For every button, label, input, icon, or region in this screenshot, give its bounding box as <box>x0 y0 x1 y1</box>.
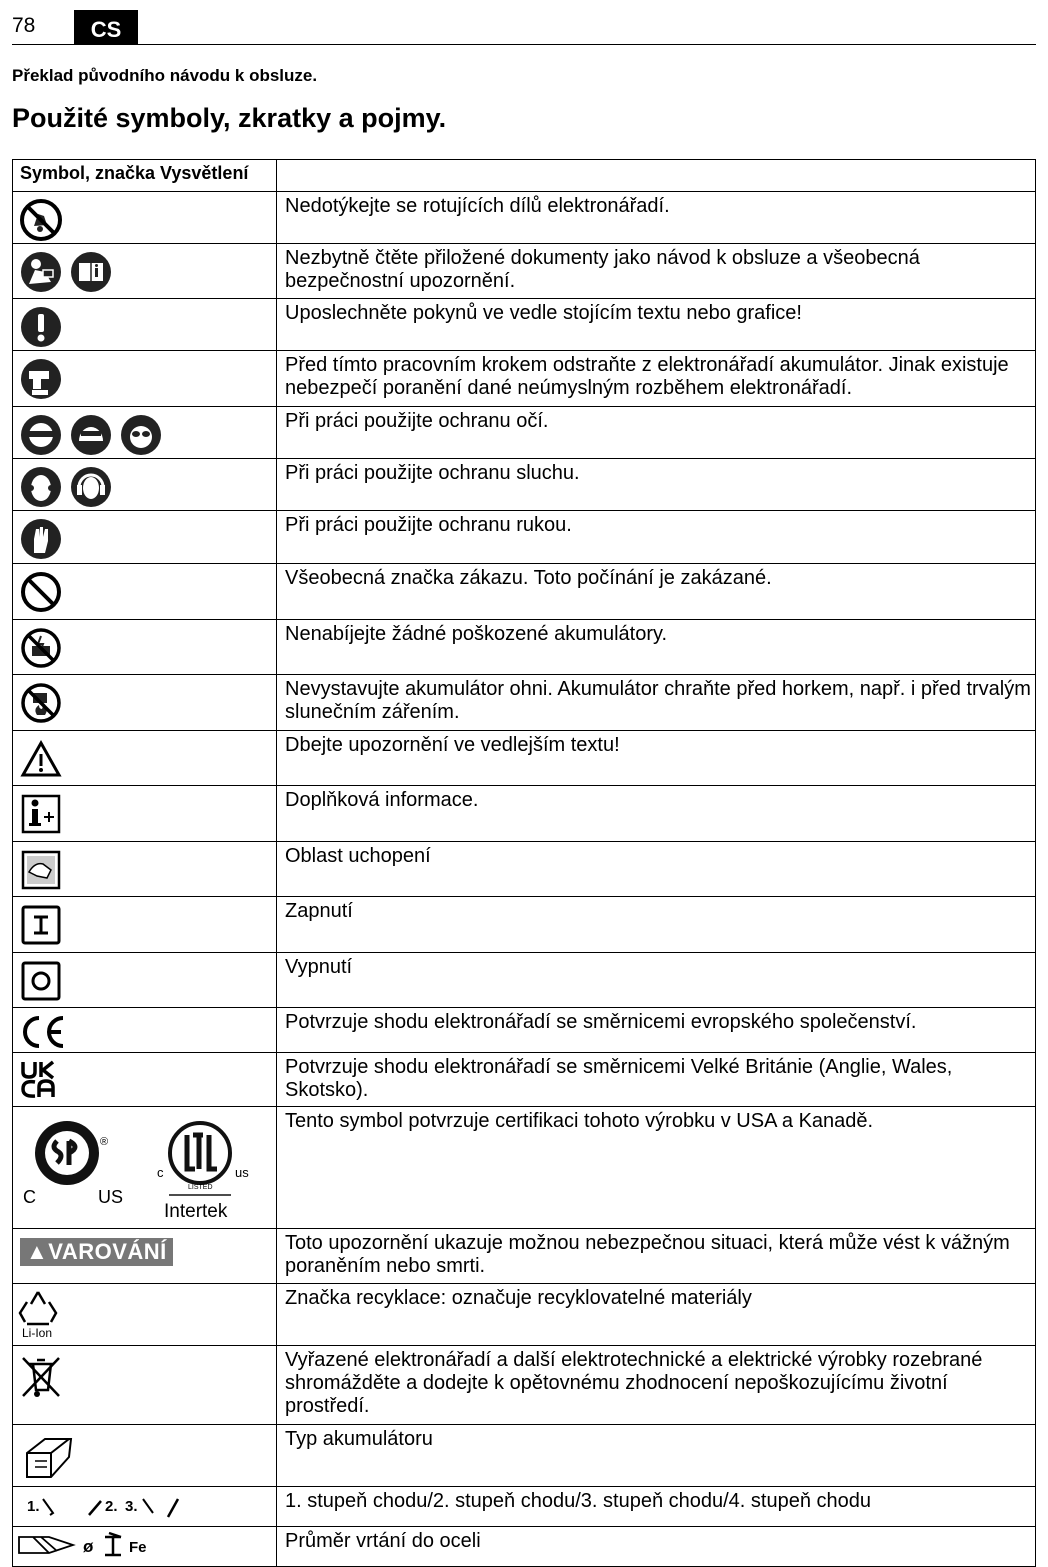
no-charge-damaged-battery-icon <box>19 626 63 670</box>
csa-us-label: US <box>98 1187 124 1207</box>
row-text: Všeobecná značka zákazu. Toto počínání je zakázané. <box>277 564 1036 620</box>
mandatory-action-icon <box>19 305 63 349</box>
etl-us-label: us <box>235 1165 249 1180</box>
recycling-li-ion-icon <box>13 1284 63 1340</box>
row-text: Při práci použijte ochranu sluchu. <box>277 459 1036 511</box>
manual-info-icon <box>69 250 113 294</box>
gear-steps-icon <box>13 1487 263 1521</box>
page-title: Použité symboly, zkratky a pojmy. <box>12 103 447 133</box>
ukca-mark-icon <box>19 1059 59 1099</box>
header-rule <box>12 44 1036 45</box>
ear-muffs-icon <box>69 465 113 509</box>
row-text: Zapnutí <box>277 897 1036 953</box>
diameter-symbol: ø <box>83 1537 94 1556</box>
symbols-table <box>12 159 1036 1567</box>
page-subtitle: Překlad původního návodu k obsluze. <box>12 66 318 85</box>
ce-mark-icon <box>19 1014 69 1050</box>
grip-area-icon <box>19 848 63 892</box>
power-on-icon <box>19 903 63 947</box>
no-touch-rotating-icon <box>19 198 63 242</box>
row-text: Oblast uchopení <box>277 842 1036 897</box>
row-text: Při práci použijte ochranu očí. <box>277 407 1036 459</box>
csa-registered: ® <box>100 1136 109 1148</box>
warning-triangle-icon <box>19 737 63 781</box>
gear-3-label: 3. <box>125 1498 138 1515</box>
safety-goggles-icon <box>119 413 163 457</box>
etl-c-label: c <box>157 1165 164 1180</box>
face-shield-icon <box>69 413 113 457</box>
csa-etl-certification-icon <box>13 1107 263 1223</box>
row-text: Typ akumulátoru <box>277 1425 1036 1487</box>
row-text: Toto upozornění ukazuje možnou nebezpečnou situaci, která může vést k vážným poraněním nebo smrti. <box>277 1229 1036 1284</box>
etl-listed-label: LISTED <box>188 1184 213 1191</box>
csa-c-label: C <box>23 1187 36 1207</box>
row-text: Značka recyklace: označuje recyklovatelné materiály <box>277 1284 1036 1346</box>
table-header-empty <box>277 160 1036 192</box>
prohibition-icon <box>19 570 63 614</box>
row-text: Dbejte upozornění ve vedlejším textu! <box>277 731 1036 786</box>
warning-triangle-icon: ▲ <box>26 1239 49 1264</box>
table-header: Symbol, značka Vysvětlení <box>13 160 277 192</box>
row-text: Nedotýkejte se rotujících dílů elektronářadí. <box>277 192 1036 244</box>
row-text: Potvrzuje shodu elektronářadí se směrnicemi Velké Británie (Anglie, Wales, Skotsko). <box>277 1053 1036 1107</box>
li-ion-label: Li-Ion <box>22 1326 53 1340</box>
row-text: Nenabíjejte žádné poškozené akumulátory. <box>277 620 1036 675</box>
gear-1-label: 1. <box>27 1498 40 1515</box>
hearing-protection-icon <box>19 465 63 509</box>
hand-protection-icon <box>19 517 63 561</box>
row-text: 1. stupeň chodu/2. stupeň chodu/3. stupeň chodu/4. stupeň chodu <box>277 1487 1036 1527</box>
row-text: Nezbytně čtěte přiložené dokumenty jako návod k obsluze a všeobecná bezpečnostní upozornění. <box>277 244 1036 299</box>
additional-info-icon <box>19 792 63 836</box>
row-text: Nevystavujte akumulátor ohni. Akumulátor chraňte před horkem, např. i před trvalým slunečním zářením. <box>277 675 1036 731</box>
gear-2-label: 2. <box>105 1498 118 1515</box>
row-text: Potvrzuje shodu elektronářadí se směrnicemi evropského společenství. <box>277 1008 1036 1053</box>
row-text: Vyřazené elektronářadí a další elektrotechnické a elektrické výrobky rozebrané shromážděte a dodejte k opětovnému zhodnocení nepoškozujícímu životní prostředí. <box>277 1346 1036 1425</box>
page-number: 78 <box>12 14 36 37</box>
row-text: Při práci použijte ochranu rukou. <box>277 511 1036 564</box>
read-manual-icon <box>19 250 63 294</box>
fe-label: Fe <box>129 1539 147 1556</box>
row-text: Uposlechněte pokynů ve vedle stojícím textu nebo grafice! <box>277 299 1036 351</box>
eye-protection-icon <box>19 413 63 457</box>
no-fire-battery-icon <box>19 681 63 725</box>
row-text: Před tímto pracovním krokem odstraňte z elektronářadí akumulátor. Jinak existuje nebezpečí poranění dané neúmyslným rozběhem elektronářadí. <box>277 351 1036 407</box>
battery-pack-icon <box>19 1431 79 1485</box>
warning-label: ▲VAROVÁNÍ <box>20 1238 173 1266</box>
intertek-label: Intertek <box>164 1201 228 1222</box>
weee-crossed-bin-icon <box>19 1352 63 1400</box>
row-text: Tento symbol potvrzuje certifikaci tohoto výrobku v USA a Kanadě. <box>277 1107 1036 1229</box>
power-off-icon <box>19 959 63 1003</box>
remove-battery-icon <box>19 357 63 401</box>
row-text: Průměr vrtání do oceli <box>277 1527 1036 1567</box>
row-text: Doplňková informace. <box>277 786 1036 842</box>
language-badge: CS <box>74 10 138 44</box>
row-text: Vypnutí <box>277 953 1036 1008</box>
